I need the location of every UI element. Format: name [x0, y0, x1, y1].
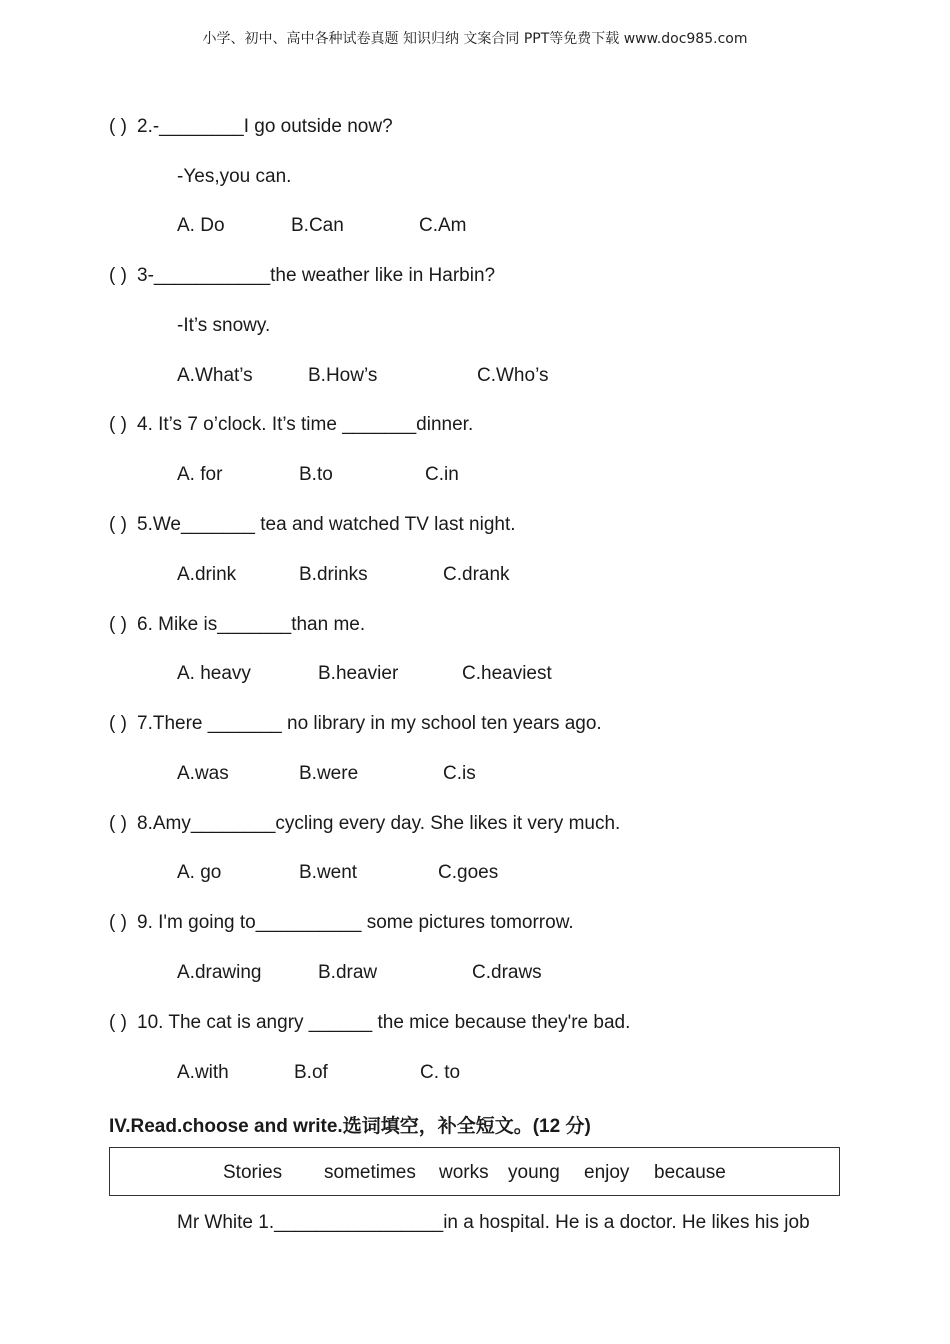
answer-line: -Yes,you can.: [177, 166, 292, 187]
answer-paren: ( ): [109, 713, 127, 734]
answer-paren: ( ): [109, 614, 127, 635]
word-bank-item: sometimes: [324, 1162, 416, 1183]
question-text: 7.There _______ no library in my school ten years ago.: [137, 713, 602, 734]
word-bank-item: young: [508, 1162, 560, 1183]
page-header-watermark: 小学、初中、高中各种试卷真题 知识归纳 文案合同 PPT等免费下载 www.doc985.com: [202, 31, 748, 47]
question-text: 8.Amy________cycling every day. She likes it very much.: [137, 813, 621, 834]
answer-line: -It’s snowy.: [177, 315, 271, 336]
option-c: C.in: [425, 464, 459, 485]
option-b: B.drinks: [299, 564, 368, 585]
question-text: 6. Mike is_______than me.: [137, 614, 366, 635]
option-a: A. Do: [177, 215, 225, 236]
question-text: 5.We_______ tea and watched TV last night.: [137, 514, 516, 535]
option-c: C.goes: [438, 862, 499, 883]
option-b: B.heavier: [318, 663, 399, 684]
question-text: 3-___________the weather like in Harbin?: [137, 265, 496, 286]
option-a: A.What’s: [177, 365, 253, 386]
answer-paren: ( ): [109, 265, 127, 286]
word-bank-item: because: [654, 1162, 726, 1183]
answer-paren: ( ): [109, 514, 127, 535]
word-bank-box: [109, 1147, 840, 1196]
section-title: IV.Read.choose and write.选词填空，补全短文。(12 分): [109, 1116, 591, 1137]
answer-paren: ( ): [109, 813, 127, 834]
option-c: C. to: [420, 1062, 461, 1083]
option-b: B.of: [294, 1062, 328, 1083]
option-a: A.drawing: [177, 962, 262, 983]
option-c: C.drank: [443, 564, 510, 585]
question-text: 10. The cat is angry ______ the mice because they're bad.: [137, 1012, 631, 1033]
question-text: 4. It’s 7 o’clock. It’s time _______dinner.: [137, 414, 474, 435]
word-bank-item: Stories: [223, 1162, 283, 1183]
answer-paren: ( ): [109, 1012, 127, 1033]
option-c: C.Am: [419, 215, 467, 236]
option-b: B.draw: [318, 962, 378, 983]
option-b: B.How’s: [308, 365, 378, 386]
option-a: A.was: [177, 763, 229, 784]
option-b: B.were: [299, 763, 359, 784]
option-a: A. heavy: [177, 663, 251, 684]
option-b: B.went: [299, 862, 358, 883]
answer-paren: ( ): [109, 912, 127, 933]
option-c: C.draws: [472, 962, 542, 983]
option-c: C.is: [443, 763, 476, 784]
option-a: A.drink: [177, 564, 237, 585]
word-bank-item: works: [439, 1162, 489, 1183]
question-text: 9. I'm going to__________ some pictures tomorrow.: [137, 912, 574, 933]
option-c: C.Who’s: [477, 365, 549, 386]
answer-paren: ( ): [109, 414, 127, 435]
option-a: A. go: [177, 862, 222, 883]
question-text: 2.-________I go outside now?: [137, 116, 393, 137]
answer-paren: ( ): [109, 116, 127, 137]
option-b: B.to: [299, 464, 333, 485]
word-bank-item: enjoy: [584, 1162, 630, 1183]
passage-text: Mr White 1.________________in a hospital. He is a doctor. He likes his job: [177, 1212, 810, 1233]
option-c: C.heaviest: [462, 663, 552, 684]
option-a: A.with: [177, 1062, 229, 1083]
option-b: B.Can: [291, 215, 344, 236]
option-a: A. for: [177, 464, 223, 485]
